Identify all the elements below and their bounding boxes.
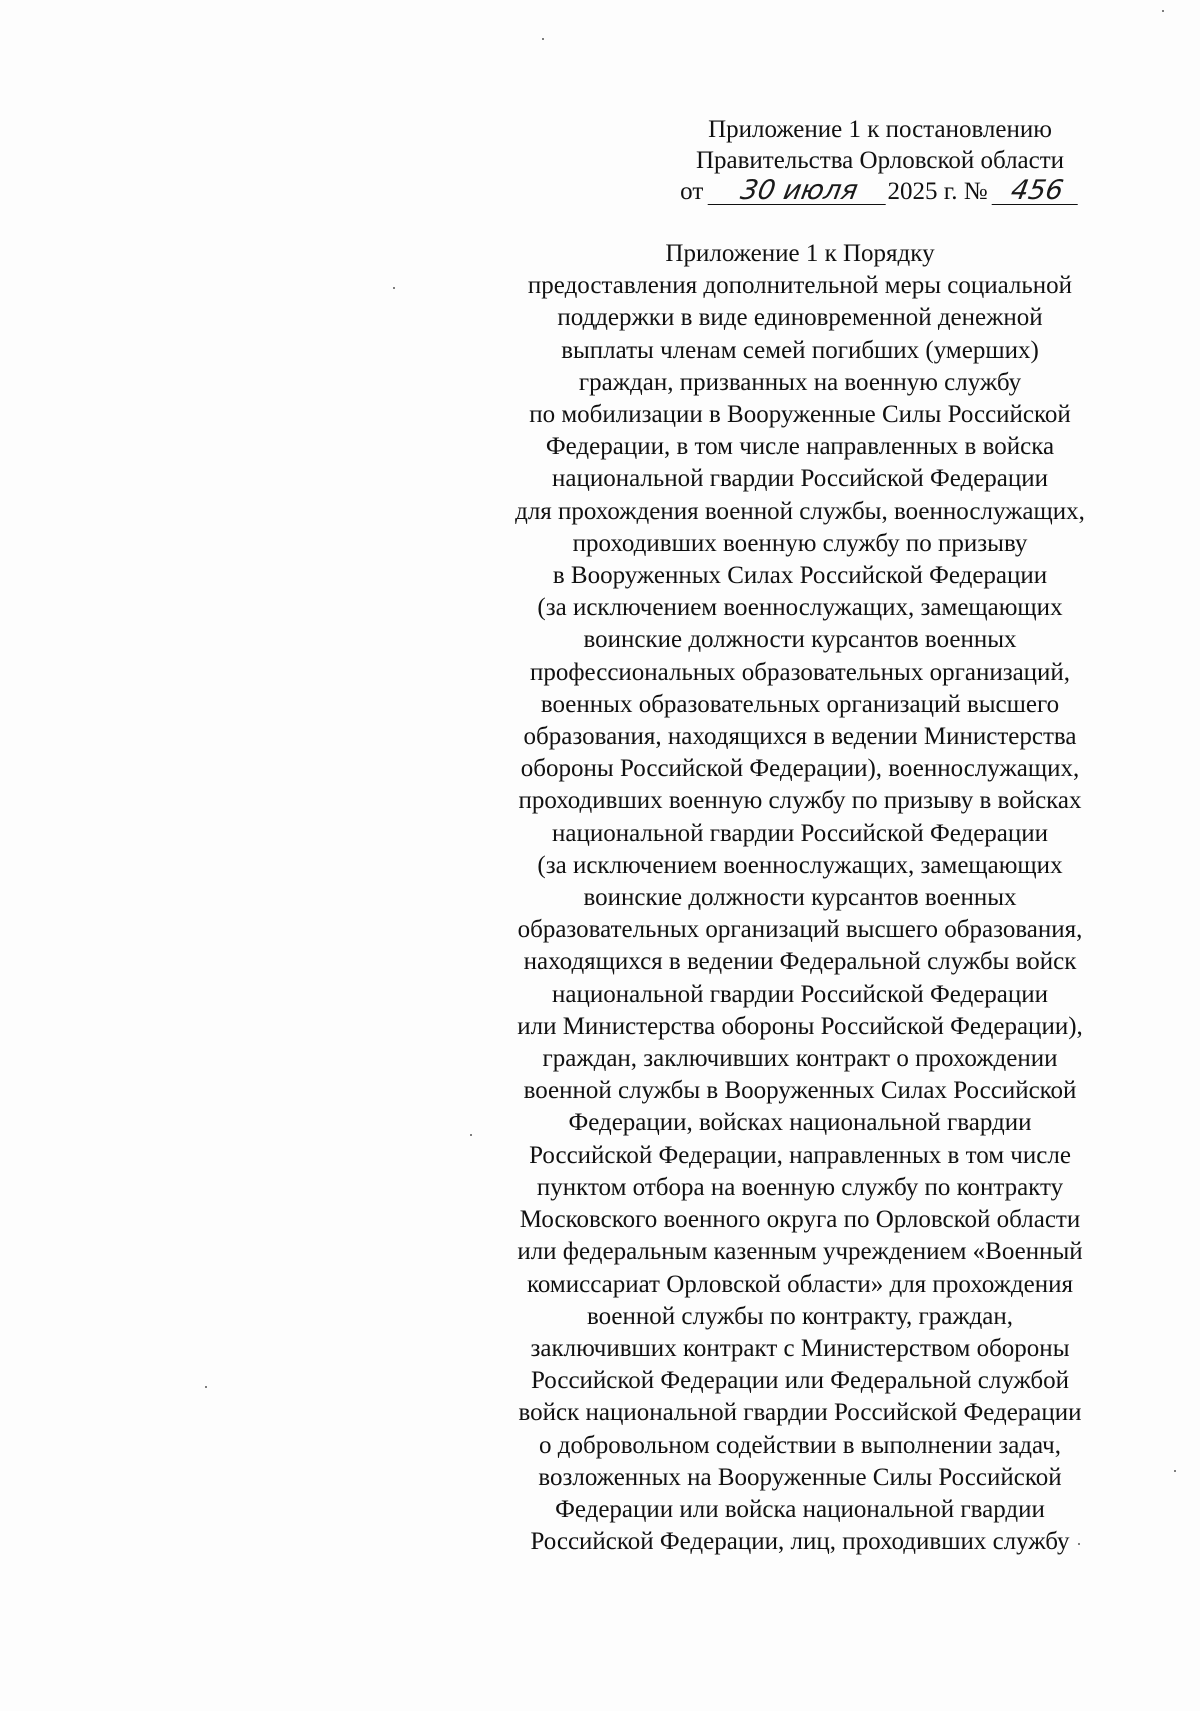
appendix-line: или федеральным казенным учреждением «Военный bbox=[517, 1238, 1083, 1266]
appendix-line: Федерации или войска национальной гвардии bbox=[555, 1495, 1045, 1523]
appendix-line: обороны Российской Федерации), военнослужащих, bbox=[520, 755, 1080, 783]
appendix-line: граждан, призванных на военную службу bbox=[578, 368, 1022, 396]
appendix-line: профессиональных образовательных организаций, bbox=[529, 658, 1071, 686]
appendix-line: комиссариат Орловской области» для прохождения bbox=[527, 1270, 1073, 1298]
resolution-appendix-header bbox=[640, 114, 1120, 207]
appendix-line: (за исключением военнослужащих, замещающих bbox=[537, 594, 1063, 622]
appendix-line: Приложение 1 к Порядку bbox=[665, 240, 935, 267]
appendix-line: проходивших военную службу по призыву bbox=[572, 529, 1028, 557]
scan-speck bbox=[542, 38, 544, 40]
scan-speck bbox=[470, 1134, 472, 1136]
appendix-line: граждан, заключивших контракт о прохождении bbox=[542, 1045, 1058, 1073]
appendix-line: заключивших контракт с Министерством обороны bbox=[530, 1334, 1070, 1362]
date-suffix: 2025 г. № bbox=[887, 178, 988, 205]
appendix-line: Российской Федерации, направленных в том числе bbox=[529, 1141, 1071, 1169]
appendix-line: пунктом отбора на военную службу по контракту bbox=[536, 1173, 1064, 1201]
appendix-line: предоставления дополнительной меры социальной bbox=[527, 272, 1073, 300]
appendix-line: для прохождения военной службы, военнослужащих, bbox=[515, 497, 1085, 525]
header-line-1: Приложение 1 к постановлению bbox=[708, 116, 1052, 143]
appendix-line: Российской Федерации, лиц, проходивших службу bbox=[530, 1528, 1070, 1556]
appendix-line: воинские должности курсантов военных bbox=[583, 884, 1017, 912]
appendix-line: национальной гвардии Российской Федерации bbox=[551, 980, 1049, 1008]
appendix-line: по мобилизации в Вооруженные Силы Российской bbox=[529, 401, 1071, 429]
handwritten-date: 30 июля bbox=[707, 178, 890, 205]
appendix-line: находящихся в ведении Федеральной службы войск bbox=[523, 948, 1077, 976]
appendix-line: проходивших военную службу по призыву в войсках bbox=[518, 787, 1082, 815]
appendix-line: военной службы в Вооруженных Силах Российской bbox=[523, 1077, 1077, 1105]
appendix-line: или Министерства обороны Российской Федерации), bbox=[517, 1012, 1083, 1040]
appendix-line: о добровольном содействии в выполнении задач, bbox=[539, 1431, 1061, 1459]
handwritten-number: 456 bbox=[991, 178, 1082, 205]
scan-speck bbox=[393, 287, 395, 289]
appendix-line: воинские должности курсантов военных bbox=[583, 626, 1017, 654]
scan-speck bbox=[1162, 10, 1164, 12]
appendix-line: военной службы по контракту, граждан, bbox=[586, 1302, 1014, 1330]
appendix-line: образования, находящихся в ведении Министерства bbox=[523, 723, 1077, 751]
appendix-line: Федерации, войсках национальной гвардии bbox=[568, 1109, 1032, 1137]
appendix-line: возложенных на Вооруженные Силы Российской bbox=[538, 1463, 1062, 1491]
appendix-line: в Вооруженных Силах Российской Федерации bbox=[552, 562, 1048, 590]
scan-speck bbox=[1078, 1543, 1080, 1545]
appendix-line: образовательных организаций высшего образования, bbox=[517, 916, 1083, 944]
appendix-line: Российской Федерации или Федеральной службой bbox=[530, 1367, 1070, 1395]
appendix-line: военных образовательных организаций высшего bbox=[540, 690, 1060, 718]
header-date-line bbox=[640, 176, 1120, 207]
scan-speck bbox=[205, 1386, 207, 1388]
scan-speck bbox=[1174, 1470, 1176, 1472]
header-line-2: Правительства Орловской области bbox=[695, 147, 1065, 174]
appendix-line: поддержки в виде единовременной денежной bbox=[557, 304, 1043, 332]
appendix-line: национальной гвардии Российской Федерации bbox=[551, 465, 1049, 493]
appendix-line: (за исключением военнослужащих, замещающих bbox=[537, 851, 1063, 879]
appendix-line: войск национальной гвардии Российской Федерации bbox=[518, 1399, 1082, 1427]
appendix-line: национальной гвардии Российской Федерации bbox=[551, 819, 1049, 847]
date-prefix: от bbox=[680, 178, 704, 205]
appendix-line: выплаты членам семей погибших (умерших) bbox=[561, 336, 1039, 364]
order-appendix-title bbox=[440, 238, 1160, 1558]
appendix-line: Московского военного округа по Орловской области bbox=[519, 1206, 1081, 1234]
appendix-line: Федерации, в том числе направленных в войска bbox=[545, 433, 1055, 461]
